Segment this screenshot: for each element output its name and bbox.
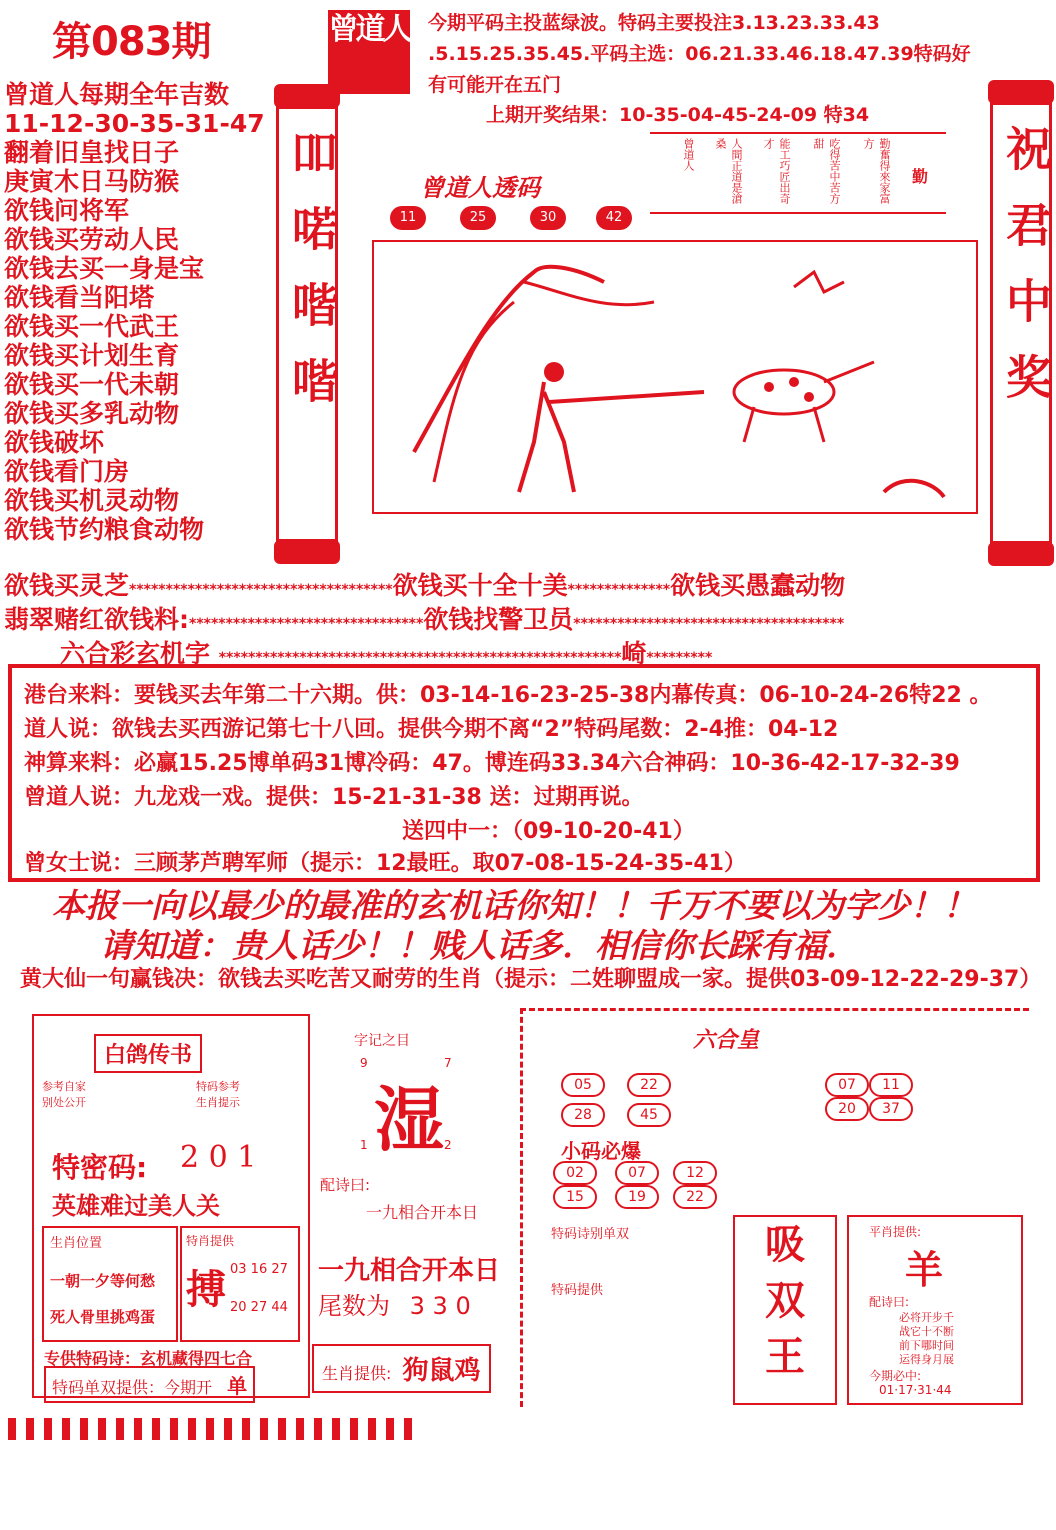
number-pill: 12 [673, 1161, 717, 1185]
last-result: 上期开奖结果：10-35-04-45-24-09 特34 [486, 104, 870, 126]
number-pill: 11 [869, 1073, 913, 1097]
tebo-nums: 03 16 27 [230, 1262, 288, 1277]
poem2: 专供特码诗：玄机藏得四七合 [44, 1349, 253, 1368]
corner-number: 7 [444, 1056, 452, 1070]
tema-tips2: 特码提供 [551, 1283, 604, 1298]
list-item: 欲钱看当阳塔 [4, 283, 155, 312]
big-char: 王 [765, 1334, 805, 1380]
illustration-frame [372, 240, 978, 514]
corner-number: 1 [360, 1138, 368, 1152]
decorative-border [8, 1418, 418, 1440]
tebo-box [180, 1226, 300, 1342]
hunter-illustration [374, 242, 976, 512]
box-label: 特肖提供 [186, 1234, 235, 1248]
proverb-banner [650, 132, 946, 214]
shengxiao-provide [312, 1344, 491, 1393]
tail-value: 3 3 0 [409, 1292, 471, 1320]
number-pill: 15 [553, 1185, 597, 1209]
corner-number: 2 [444, 1138, 452, 1152]
slogan-line: 请知道：贵人话少！！贱人话多．相信你长踩有福． [100, 926, 859, 965]
seal-stamp: 曾道人 [328, 10, 410, 94]
list-item: 欲钱买计划生育 [4, 341, 180, 370]
list-item: 欲钱买一代武王 [4, 312, 180, 341]
left-scroll [276, 106, 338, 542]
right-scroll-text: 祝君中奖 [999, 125, 1053, 429]
banner-column: 勤奮得來家富方 [862, 138, 891, 204]
riddle-text: 崎 [621, 639, 647, 668]
poem-text: 一九相合开本日 [366, 1203, 479, 1222]
big-char: 吸 [765, 1222, 805, 1268]
number-pill: 19 [615, 1185, 659, 1209]
danshuang-label: 特码单双提供：今期开 [52, 1378, 213, 1397]
list-item: 欲钱买劳动人民 [4, 225, 180, 254]
peishi-label: 配诗曰: [869, 1295, 910, 1309]
star-separator: ********* [646, 650, 713, 666]
info-line: 曾道人说：九龙戏一戏。提供：15-21-31-38 送：过期再说。 [24, 785, 644, 810]
king-char: 羊 [905, 1248, 944, 1292]
top-note-line-2: .5.15.25.35.45.平码主选：06.21.33.46.18.47.39特码好 [428, 43, 971, 65]
tebo-nums: 20 27 44 [230, 1300, 288, 1315]
number-pill: 28 [561, 1103, 605, 1127]
danshuang-box [44, 1366, 255, 1403]
left-scroll-top-cap [274, 84, 340, 108]
info-line: 港台来料：要钱买去年第二十六期。供：03-14-16-23-25-38内幕传真：06-10-24-26特22 。 [24, 683, 992, 708]
number-pill: 37 [869, 1097, 913, 1121]
list-item: 欲钱买多乳动物 [4, 399, 180, 428]
number-pill: 07 [615, 1161, 659, 1185]
right-scroll-top-cap [988, 80, 1054, 104]
info-line: 神算来料：必赢15.25博单码31博冷码：47。博连码33.34六合神码：10-36-42-17-32-39 [24, 751, 960, 776]
tema-value: 2 0 1 [180, 1140, 257, 1175]
list-item: 欲钱买机灵动物 [4, 486, 180, 515]
big-char: 双 [765, 1278, 805, 1324]
riddle-text: 六合彩玄机字 [60, 639, 211, 668]
small-note: 特码参考 [196, 1080, 240, 1093]
box-label: 生肖位置 [50, 1236, 103, 1251]
small-note: 生肖提示 [196, 1096, 240, 1109]
number-pill: 22 [673, 1185, 717, 1209]
sx-label: 生肖提供: [322, 1364, 392, 1383]
poem-line: 战它十不断 [899, 1325, 954, 1338]
corner-number: 9 [360, 1056, 368, 1070]
list-item: 翻着旧皇找日子 [4, 138, 180, 167]
danshuang-value: 单 [227, 1374, 248, 1398]
today-numbers: 01·17·31·44 [879, 1383, 952, 1397]
calendar-char: 湿 [374, 1078, 444, 1161]
list-item: 曾道人每期全年吉数 [4, 80, 230, 109]
info-box [8, 664, 1040, 882]
sx-value: 狗鼠鸡 [402, 1356, 481, 1386]
tema-label: 特密码: [52, 1151, 148, 1184]
touma-number: 25 [460, 206, 496, 230]
issue-number: 第083期 [52, 19, 211, 65]
king-label: 平肖提供: [869, 1225, 922, 1239]
bottom-left-panel [32, 1014, 310, 1398]
poem-label: 配诗曰: [320, 1176, 371, 1194]
poem-line: 必将开步千 [899, 1311, 954, 1324]
touma-number: 30 [530, 206, 566, 230]
top-note [428, 8, 1028, 101]
top-note-line-1: 今期平码主投蓝绿波。特码主要投注3.13.23.33.43 [428, 12, 880, 34]
info-line: 道人说：欲钱去买西游记第七十八回。提供今期不离“2”特码尾数：2-4推：04-12 [24, 717, 839, 742]
touma-number: 11 [390, 206, 426, 230]
poem: 英雄难过美人关 [52, 1192, 220, 1220]
banner-column: 能工巧匠出奇才 [762, 138, 791, 204]
touma-number: 42 [596, 206, 632, 230]
slogan-line: 本报一向以最少的最准的玄机话你知！！千万不要以为字少！！ [52, 886, 976, 925]
riddle-row-2 [4, 600, 844, 636]
bo-char: 搏 [186, 1267, 226, 1313]
king-box [847, 1215, 1023, 1405]
star-separator: ************************************ [129, 582, 393, 598]
top-note-line-3: 有可能开在五门 [428, 74, 562, 96]
big-char-box [733, 1215, 837, 1405]
poem-line: 前下哪时间 [899, 1339, 954, 1352]
list-item: 欲钱破坏 [4, 428, 105, 457]
tema-tips: 特码诗别单双 [551, 1227, 630, 1242]
banner-column: 勤 [912, 167, 929, 186]
number-pill: 22 [627, 1073, 671, 1097]
bottom-right-panel [520, 1008, 1029, 1407]
huang-daxian-line: 黄大仙一句赢钱决：欲钱去买吃苦又耐劳的生肖（提示：二姓聊盟成一家。提供03-09-12-22-29-37） [20, 967, 1042, 992]
left-scroll-text: 吅喏喈喈 [285, 129, 339, 433]
info-line: 曾女士说：三顾茅芦聘军师（提示：12最旺。取07-08-15-24-35-41） [24, 851, 746, 876]
number-pill: 20 [825, 1097, 869, 1121]
star-separator: ************************************* [573, 616, 845, 632]
left-scroll-bottom-cap [274, 540, 340, 564]
riddle-text: 欲钱买十全十美 [392, 571, 568, 600]
riddle-text: 欲钱买灵芝 [4, 571, 130, 600]
riddle-text: 欲钱找警卫员 [423, 605, 574, 634]
list-item: 欲钱看门房 [4, 457, 130, 486]
riddle-row-1 [4, 566, 845, 602]
number-pill: 05 [561, 1073, 605, 1097]
tail-box [318, 1286, 471, 1321]
star-separator: ******************************************************* [218, 650, 622, 666]
box-line: 一朝一夕等何愁 [50, 1272, 156, 1290]
banner-column: 吃得苦中苦方甜 [812, 138, 841, 204]
riddle-text: 翡翠赌红欲钱料: [4, 605, 189, 634]
right-scroll-bottom-cap [988, 542, 1054, 566]
tail-label: 尾数为 [318, 1292, 390, 1320]
list-item: 欲钱去买一身是宝 [4, 254, 205, 283]
big-poem: 一九相合开本日 [318, 1256, 501, 1286]
star-separator: ******************************** [189, 616, 424, 632]
box-line: 死人骨里挑鸡蛋 [50, 1308, 156, 1326]
today-label: 今期必中: [869, 1369, 922, 1383]
list-item: 欲钱买一代未朝 [4, 370, 180, 399]
list-item: 欲钱节约粮食动物 [4, 515, 205, 544]
panel-title: 白鸽传书 [94, 1034, 202, 1073]
info-line: 送四中一：（09-10-20-41） [402, 819, 695, 844]
banner-column: 人間正道是滄桑 [714, 138, 743, 204]
small-note: 别处公开 [42, 1096, 86, 1109]
poem-line: 运得身月展 [899, 1353, 954, 1366]
shengxiao-box [42, 1226, 178, 1342]
right-scroll [990, 102, 1052, 544]
bottom-mid-panel [312, 1014, 512, 1394]
xiaoma-title: 小码必爆 [561, 1139, 641, 1163]
small-note: 参考自家 [42, 1080, 86, 1093]
list-item: 庚寅木日马防猴 [4, 167, 180, 196]
banner-column: 曾道人 [682, 138, 695, 171]
riddle-text: 欲钱买愚蠢动物 [670, 571, 846, 600]
number-pill: 45 [627, 1103, 671, 1127]
list-item: 欲钱问将军 [4, 196, 130, 225]
number-pill: 07 [825, 1073, 869, 1097]
star-separator: ************** [567, 582, 671, 598]
mid-header: 字记之目 [354, 1033, 410, 1049]
liuhehuang-title: 六合皇 [693, 1028, 760, 1053]
left-riddle-list [4, 80, 270, 544]
list-item: 11-12-30-35-31-47 [4, 109, 265, 138]
touma-title: 曾道人透码 [420, 174, 540, 202]
number-pill: 02 [553, 1161, 597, 1185]
